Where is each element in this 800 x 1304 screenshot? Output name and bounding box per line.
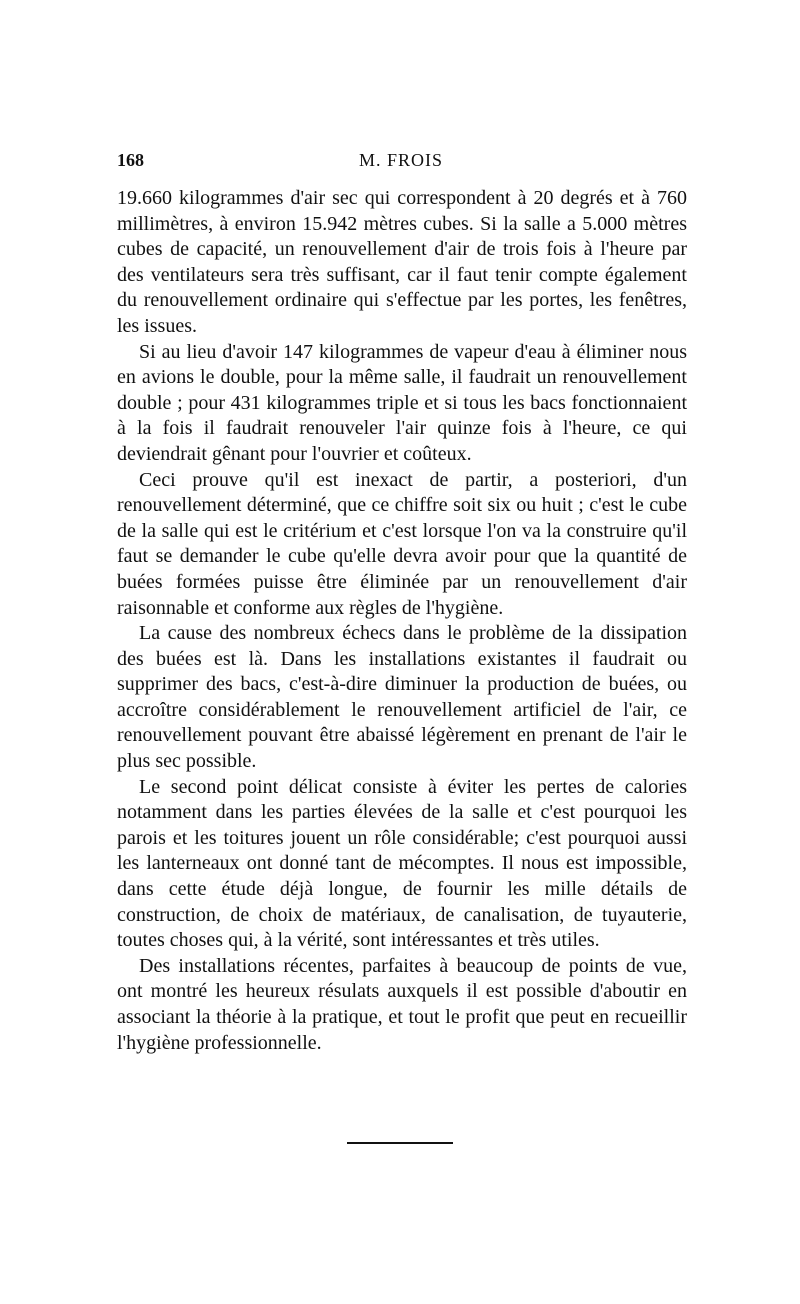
- page-number: 168: [117, 150, 144, 170]
- paragraph: Si au lieu d'avoir 147 kilogrammes de vapeur d'eau à éliminer nous en avions le double, pour la même salle, il faudrait un renouvellement double ; pour 431 kilogrammes triple et si tous les bacs fonctionnaient à la fois il faudrait renouveler l'air quinze fois à l'heure, ce qui deviendrait gênant pour l'ouvrier et coûteux.: [117, 340, 687, 465]
- paragraph: Des installations récentes, parfaites à beaucoup de points de vue, ont montré les heureux résulats auxquels il est possible d'aboutir en associant la théorie à la pratique, et tout le profit que peut en recueillir l'hygiène professionnelle.: [117, 954, 687, 1054]
- paragraph: La cause des nombreux échecs dans le problème de la dissipation des buées est là. Dans les installations existantes il faudrait ou supprimer des bacs, c'est-à-dire diminuer la production de buées, ou accroître considérablement le renouvellement artificiel de l'air, ce renouvellement pouvant être abaissé légèrement en prenant de l'air le plus sec possible.: [117, 622, 687, 773]
- body-text: [117, 186, 687, 1056]
- paragraph: 19.660 kilogrammes d'air sec qui correspondent à 20 degrés et à 760 millimètres, à environ 15.942 mètres cubes. Si la salle a 5.000 mètres cubes de capacité, un renouvellement d'air de trois fois à l'heure par des ventilateurs sera très suffisant, car il faut tenir compte également du renouvellement ordinaire qui s'effectue par les portes, les fenêtres, les issues.: [117, 187, 687, 337]
- paragraph: Ceci prouve qu'il est inexact de partir, a posteriori, d'un renouvellement déterminé, que ce chiffre soit six ou huit ; c'est le cube de la salle qui est le critérium et c'est lorsque l'on va la construire qu'il faut se demander le cube qu'elle devra avoir pour que la quantité de buées formées puisse être éliminée par un renouvellement d'air raisonnable et conforme aux règles de l'hygiène.: [117, 468, 687, 619]
- paragraph: Le second point délicat consiste à éviter les pertes de calories notamment dans les parties élevées de la salle et c'est pourquoi les parois et les toitures jouent un rôle considérable; c'est pourquoi aussi les lanterneaux ont donné tant de mécomptes. Il nous est impossible, dans cette étude déjà longue, de fournir les mille détails de construction, de choix de matériaux, de canalisation, de tuyauterie, toutes choses qui, à la vérité, sont intéressantes et très utiles.: [117, 775, 687, 952]
- section-end-rule: [347, 1142, 453, 1144]
- running-head: M. FROIS: [359, 150, 444, 170]
- page-header: [117, 150, 687, 174]
